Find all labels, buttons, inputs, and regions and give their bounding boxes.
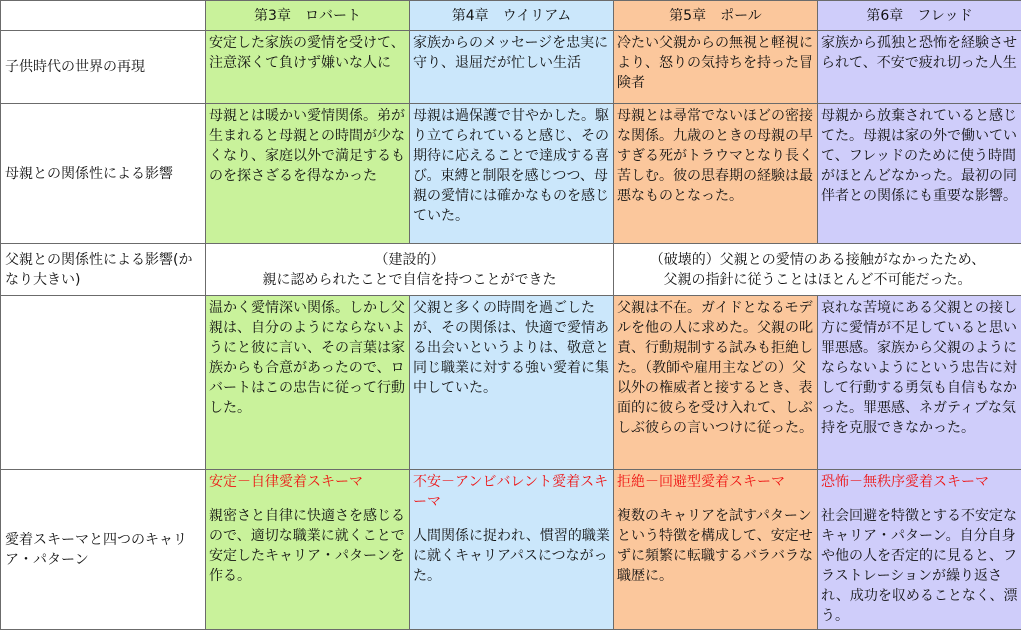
schema-title-robert: 安定－自律愛着スキーマ (209, 474, 363, 490)
row-father (1, 244, 1021, 296)
father-destructive-line1: （破壊的）父親との愛情のある接触がなかったため、 (649, 251, 986, 268)
schema-title-william: 不安－アンビバレント愛着スキーマ (413, 474, 609, 510)
header-row (1, 1, 1021, 31)
cell-mother-fred: 母親から放棄されていると感じてた。母親は家の外で働いていて、フレッドのために使う時間がほとんどなかった。最初の同伴者との関係にも重要な影響。 (818, 104, 1021, 244)
row-father-detail (1, 296, 1021, 470)
cell-mother-robert: 母親とは暖かい愛情関係。弟が生まれると母親との時間が少なくなり、家庭以外で満足するものを探さざるを得なかった (206, 104, 410, 244)
cell-father-detail-robert: 温かく愛情深い関係。しかし父親は、自分のようにならないようにと彼に言い、その言葉は家族からも合意があったので、ロバートはこの忠告に従って行動した。 (206, 296, 410, 470)
row-mother (1, 104, 1021, 244)
father-constructive-text: 親に認められたことで自信を持つことができた (262, 271, 557, 288)
cell-schema-william (410, 470, 614, 630)
cell-father-detail-william: 父親と多くの時間を過ごしたが、その関係は、快適で愛情ある出会いというよりは、敬意と同じ職業に対する強い愛着に集中していた。 (410, 296, 614, 470)
cell-father-detail-fred: 哀れな苦境にある父親との接し方に愛情が不足していると思い罪悪感。家族から父親のようにならないようにという忠告に対して行動する勇気も自信もなかった。罪悪感、ネガティブな気持を克服できなかった。 (818, 296, 1021, 470)
schema-text-robert: 親密さと自律に快適さを感じるので、適切な職業に就くことで安定したキャリア・パターンを作る。 (209, 508, 405, 584)
cell-childhood-fred: 家族から孤独と恐怖を経験させられて、不安で疲れ切った人生 (818, 31, 1021, 104)
father-destructive-line2: 父親の指針に従うことはほとんど不可能だった。 (663, 271, 972, 288)
cell-childhood-william: 家族からのメッセージを忠実に守り、退屈だが忙しい生活 (410, 31, 614, 104)
row-childhood (1, 31, 1021, 104)
schema-text-william: 人間関係に捉われ、慣習的職業に就くキャリアパスにつながった。 (413, 528, 610, 584)
schema-title-fred: 恐怖－無秩序愛着スキーマ (821, 474, 989, 490)
spacer (821, 492, 1018, 506)
column-header-william: 第4章 ウイリアム (410, 1, 614, 31)
row-label-schema: 愛着スキーマと四つのキャリア・パターン (1, 470, 206, 630)
column-header-robert: 第3章 ロバート (206, 1, 410, 31)
spacer (617, 492, 814, 506)
schema-text-paul: 複数のキャリアを試すパターンという特徴を構成して、安定せずに頻繁に転職するバラバラな職歴に。 (617, 508, 813, 584)
corner-cell (1, 1, 206, 31)
cell-childhood-paul: 冷たい父親からの無視と軽視により、怒りの気持ちを持った冒険者 (614, 31, 818, 104)
cell-schema-robert (206, 470, 410, 630)
column-header-paul: 第5章 ポール (614, 1, 818, 31)
cell-father-detail-paul: 父親は不在。ガイドとなるモデルを他の人に求めた。父親の叱責、行動規制する試みも拒絶した。（教師や雇用主などの）父以外の権威者と接するとき、表面的に彼らを受け入れて、しぶしぶ彼らの言いつけに従った。 (614, 296, 818, 470)
cell-schema-paul (614, 470, 818, 630)
schema-text-fred: 社会回避を特徴とする不安定なキャリア・パターン。自分自身や他の人を否定的に見ると、フラストレーションが繰り返され、成功を収めることなく、漂う。 (821, 508, 1018, 624)
cell-schema-fred (818, 470, 1021, 630)
column-header-fred: 第6章 フレッド (818, 1, 1021, 31)
row-label-childhood: 子供時代の世界の再現 (1, 31, 206, 104)
cell-mother-william: 母親は過保護で甘やかした。駆り立てられていると感じ、その期待に応えることで達成する喜び。束縛と制限を感じつつ、母親の愛情には確かなものを感じていた。 (410, 104, 614, 244)
row-schema (1, 470, 1021, 630)
cell-mother-paul: 母親とは尋常でないほどの密接な関係。九歳のときの母親の早すぎる死がトラウマとなり長く苦しむ。彼の思春期の経験は最悪なものとなった。 (614, 104, 818, 244)
father-constructive-title: （建設的） (374, 251, 445, 268)
row-label-mother: 母親との関係性による影響 (1, 104, 206, 244)
cell-father-destructive (614, 244, 1021, 296)
spacer (413, 512, 610, 526)
schema-title-paul: 拒絶－回避型愛着スキーマ (617, 474, 785, 490)
spacer (209, 492, 406, 506)
row-label-father: 父親との関係性による影響(かなり大きい) (1, 244, 206, 296)
cell-father-constructive (206, 244, 614, 296)
row-label-father-detail (1, 296, 206, 470)
cell-childhood-robert: 安定した家族の愛情を受けて、注意深くて負けず嫌いな人に (206, 31, 410, 104)
